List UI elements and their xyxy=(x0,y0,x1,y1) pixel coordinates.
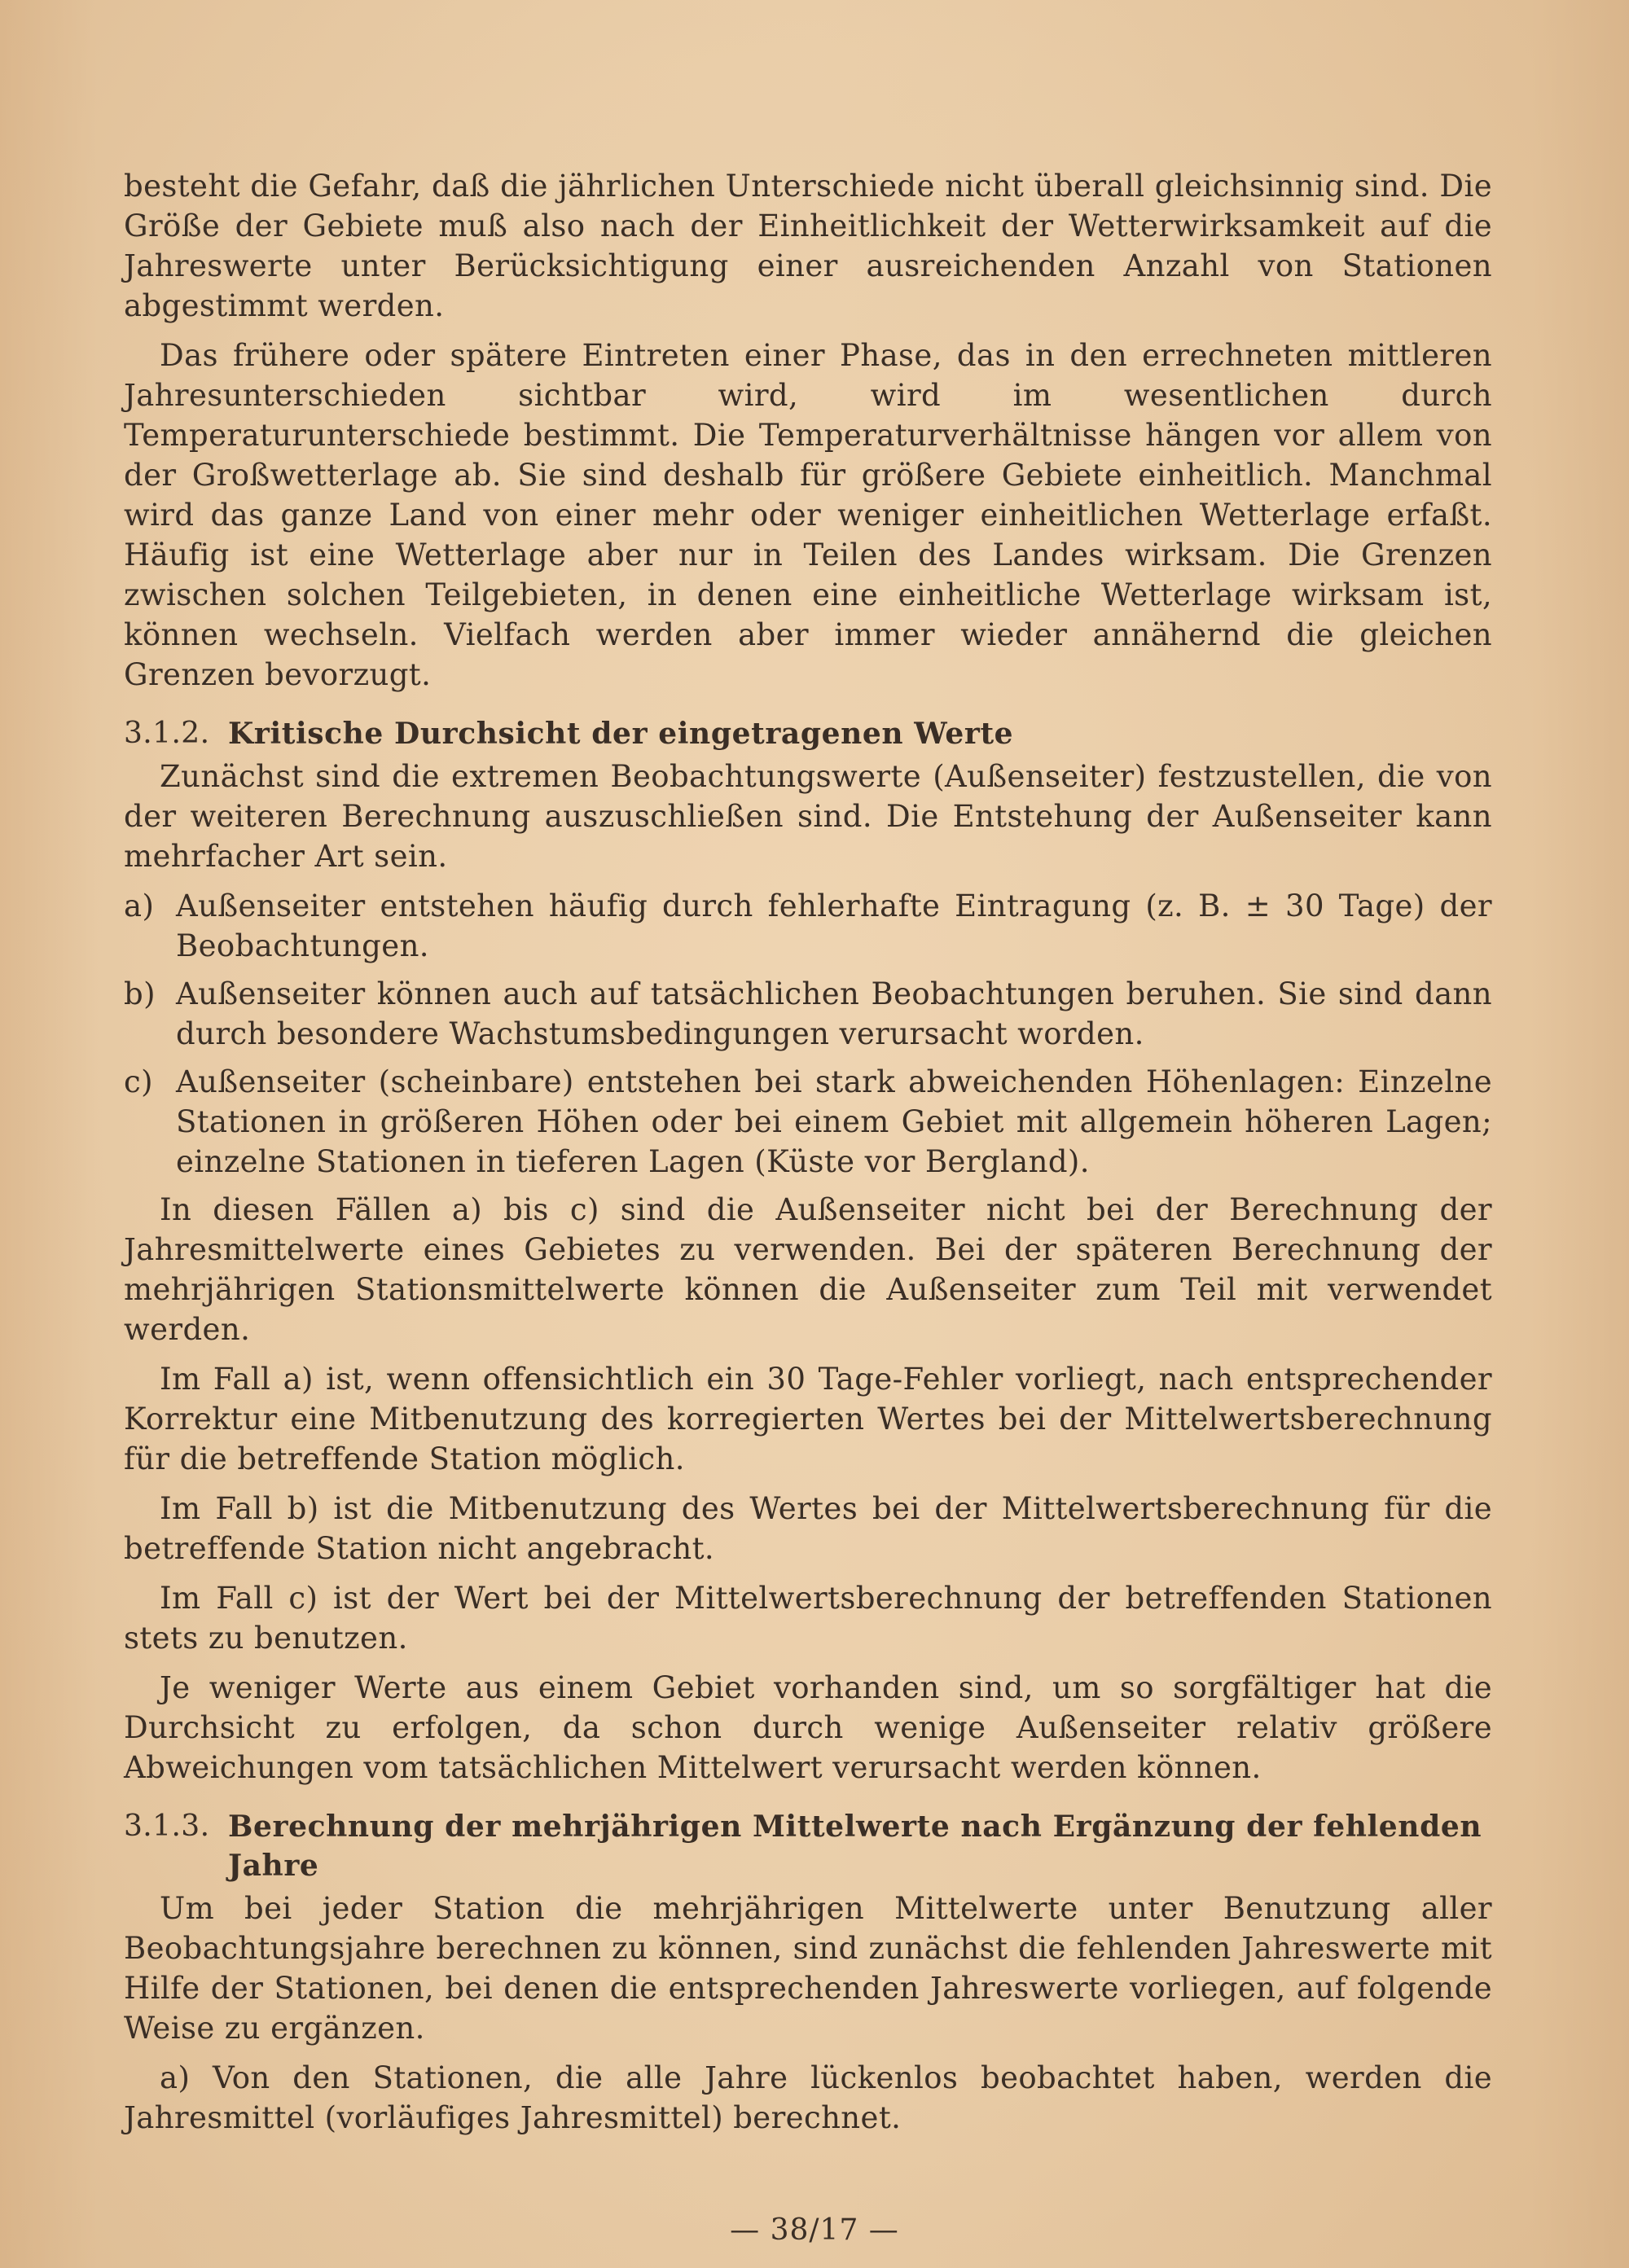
list-text: Außenseiter können auch auf tatsächlichen Beobachtungen beruhen. Sie sind dann durch besondere Wachstumsbedingungen verursacht worden. xyxy=(176,976,1492,1051)
list-item xyxy=(124,886,1492,966)
section-number: 3.1.2. xyxy=(124,717,210,750)
list-marker: a) xyxy=(124,888,155,923)
paragraph: a) Von den Stationen, die alle Jahre lückenlos beobachtet haben, werden die Jahresmittel (vorläufiges Jahresmittel) berechnet. xyxy=(124,2060,1492,2135)
list-marker: b) xyxy=(124,976,156,1011)
paragraph: besteht die Gefahr, daß die jährlichen Unterschiede nicht überall gleichsinnig sind. Die Größe der Gebiete muß also nach der Einheitlichkeit der Wetterwirksamkeit auf die Jahreswerte unter Berücksichtigung einer ausreichenden Anzahl von Stationen abgestimmt werden. xyxy=(124,169,1492,323)
section-title: Kritische Durchsicht der eingetragenen Werte xyxy=(228,717,1014,751)
list-marker: c) xyxy=(124,1064,153,1099)
section-title: Berechnung der mehrjährigen Mittelwerte nach Ergänzung der fehlenden Jahre xyxy=(228,1810,1482,1883)
paragraph: Im Fall b) ist die Mitbenutzung des Wertes bei der Mittelwertsberechnung für die betreffende Station nicht angebracht. xyxy=(124,1491,1492,1566)
section-heading-3-1-3 xyxy=(124,1807,1492,1885)
paragraph: Je weniger Werte aus einem Gebiet vorhanden sind, um so sorgfältiger hat die Durchsicht zu erfolgen, da schon durch wenige Außenseiter relativ größere Abweichungen vom tatsächlichen Mittelwert verursacht werden können. xyxy=(124,1670,1492,1785)
list-item xyxy=(124,1062,1492,1182)
list-item xyxy=(124,974,1492,1054)
list-text: Außenseiter entstehen häufig durch fehlerhafte Eintragung (z. B. ± 30 Tage) der Beobachtungen. xyxy=(176,888,1492,963)
body-text xyxy=(124,166,1492,2147)
paragraph: Im Fall c) ist der Wert bei der Mittelwertsberechnung der betreffenden Stationen stets zu benutzen. xyxy=(124,1581,1492,1656)
paragraph: Das frühere oder spätere Eintreten einer Phase, das in den errechneten mittleren Jahresunterschieden sichtbar wird, wird im wesentlichen durch Temperaturunterschiede bestimmt. Die Temperaturverhältnisse hängen vor allem von der Großwetterlage ab. Sie sind deshalb für größere Gebiete einheitlich. Manchmal wird das ganze Land von einer mehr oder weniger einheitlichen Wetterlage erfaßt. Häufig ist eine Wetterlage aber nur in Teilen des Landes wirksam. Die Grenzen zwischen solchen Teilgebieten, in denen eine einheitliche Wetterlage wirksam ist, können wechseln. Vielfach werden aber immer wieder annähernd die gleichen Grenzen bevorzugt. xyxy=(124,338,1492,692)
section-number: 3.1.3. xyxy=(124,1810,210,1843)
list-text: Außenseiter (scheinbare) entstehen bei stark abweichenden Höhenlagen: Einzelne Stationen in größeren Höhen oder bei einem Gebiet mit allgemein höheren Lagen; einzelne Stationen in tieferen Lagen (Küste vor Bergland). xyxy=(176,1064,1492,1179)
paragraph: Im Fall a) ist, wenn offensichtlich ein 30 Tage-Fehler vorliegt, nach entsprechender Korrektur eine Mitbenutzung des korregierten Wertes bei der Mittelwertsberechnung für die betreffende Station möglich. xyxy=(124,1362,1492,1476)
paragraph: In diesen Fällen a) bis c) sind die Außenseiter nicht bei der Berechnung der Jahresmittelwerte eines Gebietes zu verwenden. Bei der späteren Berechnung der mehrjährigen Stationsmittelwerte können die Außenseiter zum Teil mit verwendet werden. xyxy=(124,1192,1492,1347)
paragraph: Um bei jeder Station die mehrjährigen Mittelwerte unter Benutzung aller Beobachtungsjahre berechnen zu können, sind zunächst die fehlenden Jahreswerte mit Hilfe der Stationen, bei denen die entsprechenden Jahreswerte vorliegen, auf folgende Weise zu ergänzen. xyxy=(124,1891,1492,2046)
section-heading-3-1-2 xyxy=(124,714,1492,753)
page-number: — 38/17 — xyxy=(730,2213,899,2247)
paragraph: Zunächst sind die extremen Beobachtungswerte (Außenseiter) festzustellen, die von der weiteren Berechnung auszuschließen sind. Die Entstehung der Außenseiter kann mehrfacher Art sein. xyxy=(124,759,1492,874)
